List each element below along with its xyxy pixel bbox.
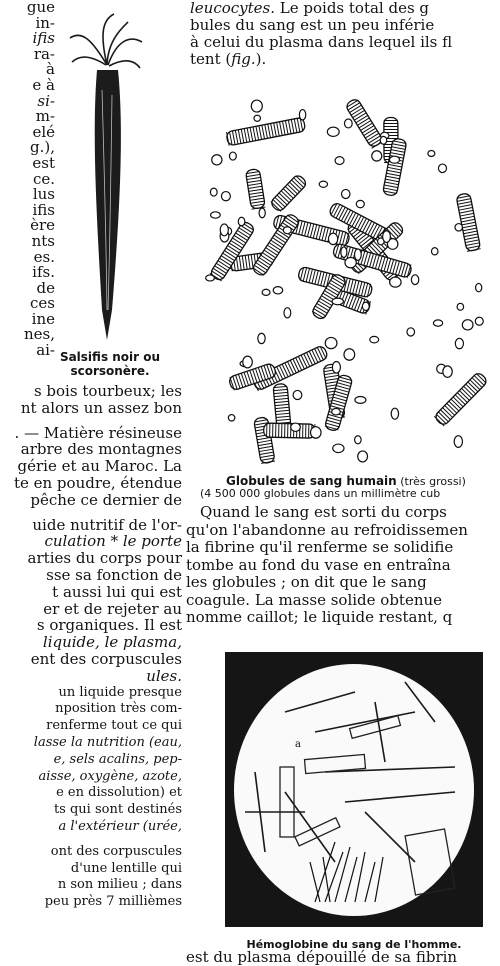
globule — [433, 320, 442, 326]
globule — [262, 289, 270, 295]
left-top-line: ifs. — [0, 265, 55, 281]
left-bottom-line: n son milieu ; dans — [0, 877, 182, 894]
globule — [206, 275, 215, 281]
left-bottom-line: ent des corpuscules — [0, 651, 182, 668]
left-bottom-line — [0, 836, 182, 844]
globule — [355, 249, 362, 260]
globule — [211, 212, 221, 218]
svg-text:a: a — [295, 739, 301, 750]
left-bottom-line: pêche ce dernier de — [0, 492, 182, 509]
rouleau-stack — [226, 117, 306, 146]
left-bottom-line: d'une lentille qui — [0, 861, 182, 878]
globule — [238, 217, 245, 225]
left-top-line: lus — [0, 187, 55, 203]
globule — [293, 390, 302, 399]
globule — [220, 224, 228, 236]
right-mid-line: coagule. La masse solide obtenue — [186, 592, 500, 610]
globule — [345, 257, 356, 267]
right-mid-line: nomme caillot; le liquide restant, q — [186, 609, 500, 627]
globule — [344, 119, 352, 128]
rc-line1: Le poids total des g — [275, 0, 429, 17]
left-bottom-line: a l'extérieur (urée, — [0, 819, 182, 836]
left-bottom-line: s organiques. Il est — [0, 617, 182, 634]
globule — [389, 156, 399, 163]
rc-line2: bules du sang est un peu inférie — [190, 17, 500, 34]
globule — [328, 233, 337, 244]
globule — [455, 224, 462, 231]
left-bottom-line: liquide, le plasma, — [0, 634, 182, 651]
hemoglobine-caption: Hémoglobine du sang de l'homme. — [225, 938, 483, 952]
globule — [291, 423, 301, 431]
globules-illustration — [200, 95, 500, 470]
globule — [333, 444, 344, 452]
left-bottom-line: . — Matière résineuse — [0, 425, 182, 442]
left-bottom-line: ts qui sont destinés — [0, 802, 182, 819]
globules-caption-bold: Globules de sang humain — [226, 474, 397, 488]
left-bottom-line: ont des corpuscules — [0, 844, 182, 861]
left-top-line: in- — [0, 16, 55, 32]
globule — [344, 349, 355, 360]
globule — [259, 208, 265, 218]
left-column-top — [0, 0, 55, 359]
left-bottom-line: e, sels acalins, pep- — [0, 752, 182, 769]
left-top-line: ère — [0, 218, 55, 234]
globule — [355, 396, 366, 403]
salsifis-illustration — [62, 10, 152, 345]
left-top-line: g.), — [0, 140, 55, 156]
globule — [380, 136, 387, 144]
rc-line3: à celui du plasma dans lequel ils fl — [190, 34, 500, 51]
left-bottom-line: lasse la nutrition (eau, — [0, 735, 182, 752]
globule — [383, 231, 391, 243]
salsifis-caption-line1: Salsifis noir ou — [50, 350, 170, 364]
globule — [283, 227, 291, 234]
right-column-bottom-line: est du plasma dépouillé de sa fibrin — [186, 949, 457, 966]
left-top-line: e à — [0, 78, 55, 94]
rouleau-stack — [245, 168, 265, 209]
globule — [311, 427, 322, 439]
left-bottom-line: gérie et au Maroc. La — [0, 458, 182, 475]
globule — [332, 298, 343, 305]
right-mid-line: qu'on l'abandonne au refroidissemen — [186, 522, 500, 540]
left-top-line: ce. — [0, 172, 55, 188]
globule — [335, 157, 344, 165]
left-top-line: ces — [0, 296, 55, 312]
left-top-line: es. — [0, 250, 55, 266]
left-top-line: ifis — [0, 203, 55, 219]
right-mid-line: les globules ; on dit que le sang — [186, 574, 500, 592]
left-top-line: de — [0, 281, 55, 297]
globule — [210, 188, 217, 196]
left-bottom-line: un liquide presque — [0, 685, 182, 702]
fig-ref: fig. — [231, 50, 255, 68]
globules-caption — [196, 474, 500, 500]
globule — [327, 127, 339, 136]
globule — [332, 408, 341, 415]
globule — [284, 308, 291, 318]
left-bottom-line: t aussi lui qui est — [0, 584, 182, 601]
left-top-line: ra- — [0, 47, 55, 63]
globule — [454, 436, 462, 448]
left-top-line: ifis — [0, 31, 55, 47]
globule — [355, 436, 362, 444]
globule — [443, 366, 452, 377]
globule — [243, 356, 253, 368]
globule — [273, 287, 282, 294]
globule — [462, 320, 473, 330]
globule — [299, 110, 305, 120]
globule — [341, 247, 347, 258]
rouleau-stack — [209, 220, 255, 282]
globule — [251, 100, 262, 112]
globule — [438, 164, 446, 173]
left-top-line: ai- — [0, 343, 55, 359]
left-bottom-line: te en poudre, étendue — [0, 475, 182, 492]
globules-caption-line2: (4 500 000 globules dans un millimètre cub — [196, 488, 500, 500]
left-top-line: à — [0, 62, 55, 78]
globule — [342, 189, 350, 198]
globule — [258, 333, 265, 343]
left-bottom-line: nt alors un assez bon — [0, 400, 182, 417]
rouleau-stack — [456, 193, 481, 252]
globule — [476, 283, 482, 291]
globule — [221, 192, 230, 201]
left-bottom-line: sse sa fonction de — [0, 567, 182, 584]
globule — [370, 336, 379, 343]
left-bottom-line: culation * le porte — [0, 533, 182, 550]
globule — [229, 152, 236, 160]
right-column-top — [190, 0, 500, 68]
globule — [356, 200, 364, 207]
left-top-line: nts — [0, 234, 55, 250]
left-bottom-line: uide nutritif de l'or- — [0, 517, 182, 534]
globule — [325, 337, 337, 348]
left-bottom-line: renferme tout ce qui — [0, 718, 182, 735]
left-top-line: nes, — [0, 327, 55, 343]
right-mid-line: tombe au fond du vase en entraîna — [186, 557, 500, 575]
globule — [362, 302, 369, 310]
globule — [228, 415, 234, 421]
globule — [428, 151, 435, 157]
globule — [254, 115, 260, 121]
left-bottom-line: arbre des montagnes — [0, 441, 182, 458]
rouleau-stack — [434, 371, 489, 426]
salsifis-caption-line2: scorsonère. — [50, 364, 170, 378]
right-mid-line: la fibrine qu'il renferme se solidifie — [186, 539, 500, 557]
rouleau-stack — [269, 173, 307, 212]
left-top-line: ine — [0, 312, 55, 328]
globule — [212, 155, 222, 165]
globule — [475, 317, 483, 325]
left-top-line: est — [0, 156, 55, 172]
rc-line4a: tent ( — [190, 50, 231, 68]
globule — [411, 275, 418, 285]
leucocytes-term: leucocytes. — [190, 0, 275, 17]
globule — [391, 408, 398, 419]
salsifis-caption — [50, 350, 170, 378]
globules-caption-rest: (très grossi) — [397, 475, 466, 488]
left-top-line: si- — [0, 94, 55, 110]
right-mid-line: Quand le sang est sorti du corps — [186, 504, 500, 522]
left-bottom-line: aisse, oxygène, azote, — [0, 769, 182, 786]
rouleau-stack — [264, 423, 315, 438]
left-bottom-line: ules. — [0, 668, 182, 685]
globule — [319, 181, 327, 187]
left-bottom-line: er et de rejeter au — [0, 601, 182, 618]
left-bottom-line: arties du corps pour — [0, 550, 182, 567]
rouleau-stack — [228, 363, 277, 391]
globule — [407, 328, 415, 336]
left-column-bottom — [0, 383, 182, 911]
globule — [455, 338, 463, 348]
globule — [332, 362, 340, 374]
left-top-line: m- — [0, 109, 55, 125]
globule — [358, 451, 368, 462]
left-bottom-line: nposition très com- — [0, 701, 182, 718]
globule — [390, 277, 401, 287]
globule — [372, 151, 382, 161]
rc-line4b: ). — [256, 50, 267, 68]
hemoglobine-illustration — [225, 652, 483, 927]
left-bottom-line: e en dissolution) et — [0, 785, 182, 802]
globule — [457, 303, 464, 310]
left-top-line: gue — [0, 0, 55, 16]
left-top-line: elé — [0, 125, 55, 141]
left-bottom-line: peu près 7 millièmes — [0, 894, 182, 911]
globule — [431, 248, 438, 255]
left-bottom-line: s bois tourbeux; les — [0, 383, 182, 400]
right-column-middle — [186, 504, 500, 627]
